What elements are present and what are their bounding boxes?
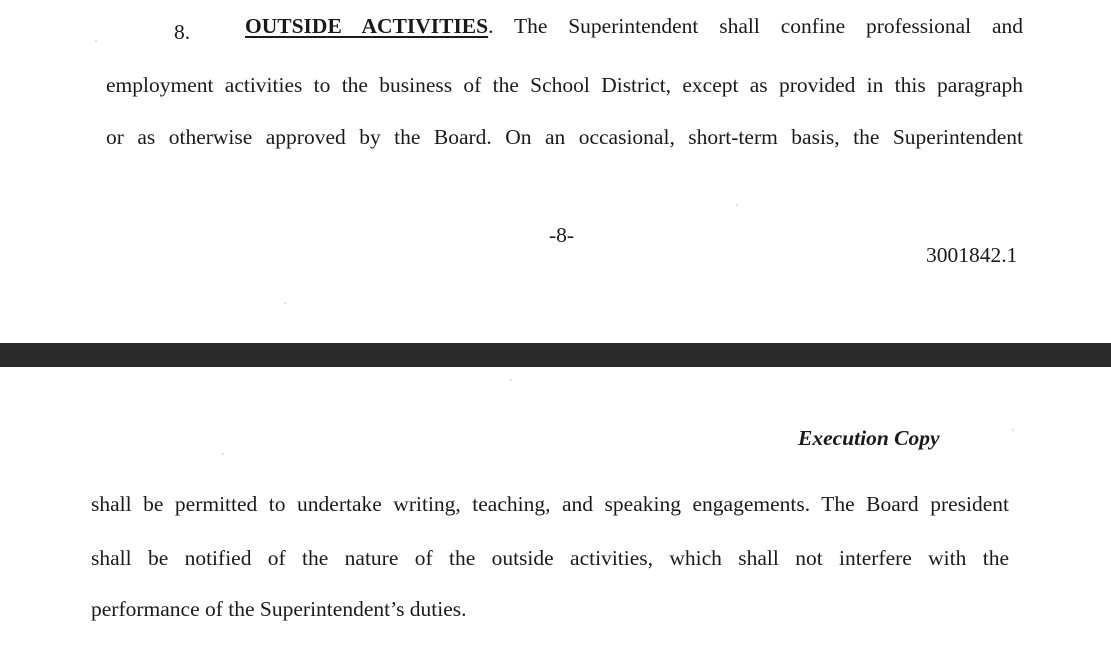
execution-copy-label: Execution Copy xyxy=(798,426,940,450)
document-page-lower xyxy=(0,367,1111,645)
paragraph-number: 8. xyxy=(174,20,191,44)
paragraph-continuation-line-3: performance of the Superintendent’s duties. xyxy=(91,597,467,621)
scan-speck xyxy=(95,40,97,42)
paragraph-continuation-line-1: shall be permitted to undertake writing, teaching, and speaking engagements. The Board president xyxy=(91,492,1009,516)
paragraph-first-line-text: . The Superintendent shall confine professional and xyxy=(488,14,1023,38)
scan-speck xyxy=(736,204,738,206)
section-heading: OUTSIDE ACTIVITIES xyxy=(245,14,489,38)
scan-speck xyxy=(284,302,286,304)
scan-speck xyxy=(510,379,512,381)
paragraph-line-2: employment activities to the business of the School District, except as provided in this paragraph xyxy=(106,73,1023,97)
paragraph-line-3: or as otherwise approved by the Board. On an occasional, short-term basis, the Superintendent xyxy=(106,125,1023,149)
page-number: -8- xyxy=(549,223,575,247)
paragraph-continuation-line-2: shall be notified of the nature of the outside activities, which shall not interfere with the xyxy=(91,546,1009,570)
page-divider xyxy=(0,343,1111,367)
paragraph-first-line xyxy=(245,12,1023,40)
scan-speck xyxy=(222,453,224,455)
document-id: 3001842.1 xyxy=(926,243,1018,267)
scan-speck xyxy=(1012,429,1014,431)
